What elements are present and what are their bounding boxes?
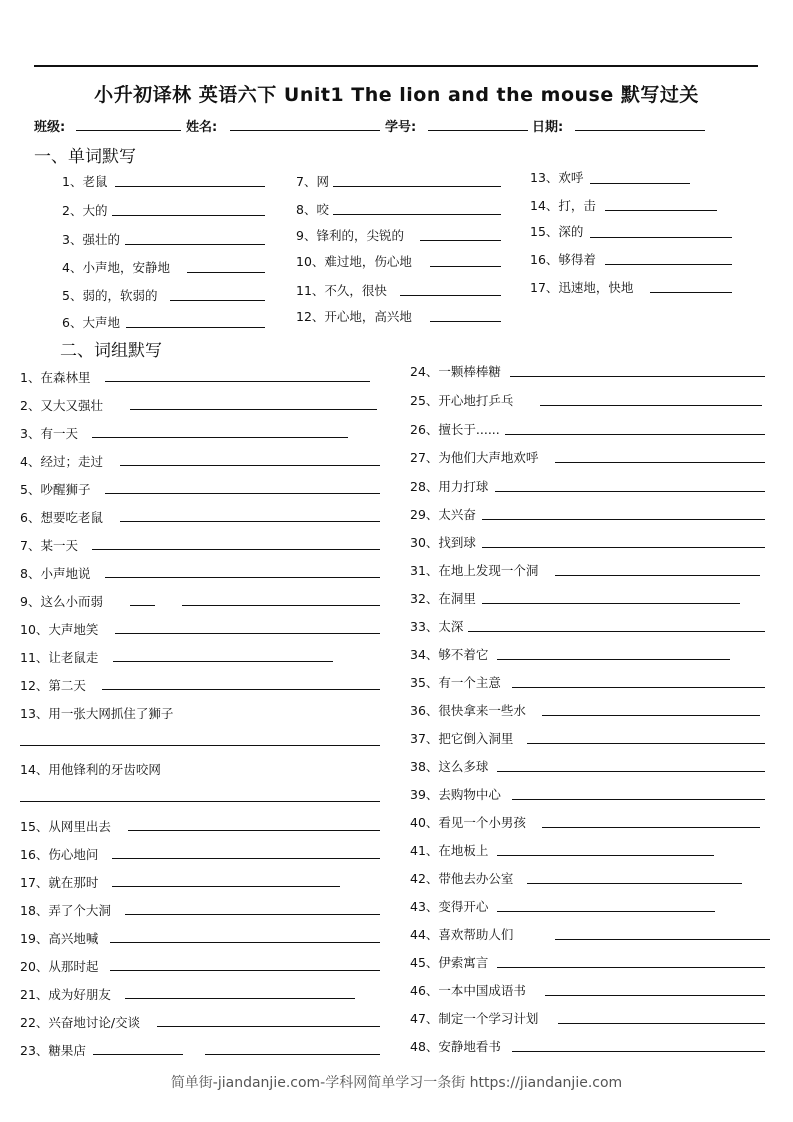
- phrase-blank[interactable]: [512, 799, 765, 800]
- phrase-item: 46、一本中国成语书: [410, 983, 526, 998]
- phrase-item: 47、制定一个学习计划: [410, 1011, 539, 1026]
- phrase-item: 8、小声地说: [20, 566, 91, 581]
- phrase-blank[interactable]: [527, 743, 765, 744]
- phrase-item: 15、从网里出去: [20, 819, 111, 834]
- word-item: 16、够得着: [530, 252, 596, 267]
- phrase-blank[interactable]: [112, 886, 340, 887]
- phrase-item: 27、为他们大声地欢呼: [410, 450, 539, 465]
- phrase-item: 37、把它倒入洞里: [410, 731, 514, 746]
- date-label: 日期:: [532, 120, 564, 135]
- footer-watermark: 简单街-jiandanjie.com-学科网简单学习一条街 https://jiandanjie.com: [170, 1075, 623, 1091]
- top-rule: [34, 65, 758, 67]
- phrase-item: 14、用他锋利的牙齿咬网: [20, 762, 161, 777]
- phrase-blank[interactable]: [110, 942, 380, 943]
- phrase-item: 35、有一个主意: [410, 675, 501, 690]
- date-blank[interactable]: [575, 130, 705, 131]
- phrase-item: 21、成为好朋友: [20, 987, 111, 1002]
- phrase-blank[interactable]: [157, 1026, 380, 1027]
- number-blank[interactable]: [428, 130, 528, 131]
- phrase-item: 13、用一张大网抓住了狮子: [20, 706, 174, 721]
- phrase-item: 41、在地板上: [410, 843, 489, 858]
- phrase-item: 45、伊索寓言: [410, 955, 489, 970]
- phrase-item: 33、太深: [410, 619, 464, 634]
- phrase-item: 17、就在那时: [20, 875, 99, 890]
- phrase-item: 32、在洞里: [410, 591, 476, 606]
- phrase-blank[interactable]: [482, 519, 765, 520]
- phrase-item: 29、太兴奋: [410, 507, 476, 522]
- phrase-item: 44、喜欢帮助人们: [410, 927, 514, 942]
- phrase-blank[interactable]: [482, 547, 765, 548]
- phrase-blank[interactable]: [542, 827, 760, 828]
- word-blank[interactable]: [420, 240, 501, 241]
- phrase-item: 23、糖果店: [20, 1043, 86, 1058]
- phrase-blank[interactable]: [512, 1051, 765, 1052]
- phrase-blank[interactable]: [20, 801, 380, 802]
- word-item: 11、不久，很快: [296, 283, 387, 298]
- phrase-blank[interactable]: [125, 914, 380, 915]
- word-blank[interactable]: [125, 244, 265, 245]
- page-title: 小升初译林 英语六下 Unit1 The lion and the mouse 默写过关: [94, 84, 699, 106]
- word-item: 6、大声地: [62, 315, 120, 330]
- phrase-item: 28、用力打球: [410, 479, 489, 494]
- word-item: 15、深的: [530, 224, 584, 239]
- number-label: 学号:: [385, 120, 417, 135]
- phrase-item: 4、经过；走过: [20, 454, 103, 469]
- phrase-item: 36、很快拿来一些水: [410, 703, 526, 718]
- word-blank[interactable]: [170, 300, 265, 301]
- word-blank[interactable]: [333, 214, 501, 215]
- phrase-item: 38、这么多球: [410, 759, 489, 774]
- phrase-blank[interactable]: [130, 409, 377, 410]
- phrase-blank[interactable]: [527, 883, 742, 884]
- phrase-item: 18、弄了个大洞: [20, 903, 111, 918]
- phrase-blank[interactable]: [120, 465, 380, 466]
- phrase-blank[interactable]: [545, 995, 765, 996]
- name-blank[interactable]: [230, 130, 380, 131]
- phrase-blank[interactable]: [497, 771, 765, 772]
- word-item: 3、强壮的: [62, 232, 120, 247]
- class-blank[interactable]: [76, 130, 181, 131]
- phrase-blank[interactable]: [105, 381, 370, 382]
- phrase-blank[interactable]: [128, 830, 380, 831]
- word-item: 14、打，击: [530, 198, 596, 213]
- phrase-blank[interactable]: [130, 605, 155, 606]
- phrase-blank[interactable]: [105, 577, 380, 578]
- phrase-blank[interactable]: [93, 1054, 183, 1055]
- phrase-blank[interactable]: [113, 661, 333, 662]
- word-blank[interactable]: [126, 327, 265, 328]
- phrase-item: 1、在森林里: [20, 370, 91, 385]
- word-blank[interactable]: [430, 321, 501, 322]
- phrase-blank[interactable]: [497, 855, 714, 856]
- phrase-item: 24、一颗棒棒糖: [410, 364, 501, 379]
- word-item: 17、迅速地，快地: [530, 280, 634, 295]
- phrase-item: 42、带他去办公室: [410, 871, 514, 886]
- phrase-item: 30、找到球: [410, 535, 476, 550]
- word-item: 8、咬: [296, 202, 329, 217]
- phrase-item: 26、擅长于......: [410, 422, 500, 437]
- phrase-item: 11、让老鼠走: [20, 650, 99, 665]
- word-item: 10、难过地，伤心地: [296, 254, 412, 269]
- phrase-item: 20、从那时起: [20, 959, 99, 974]
- phrase-item: 43、变得开心: [410, 899, 489, 914]
- word-item: 2、大的: [62, 203, 108, 218]
- phrase-item: 40、看见一个小男孩: [410, 815, 526, 830]
- phrase-item: 19、高兴地喊: [20, 931, 99, 946]
- name-label: 姓名:: [186, 120, 218, 135]
- phrase-blank[interactable]: [555, 575, 760, 576]
- phrase-blank[interactable]: [105, 493, 380, 494]
- phrase-blank[interactable]: [558, 1023, 765, 1024]
- phrase-blank[interactable]: [125, 998, 355, 999]
- phrase-blank[interactable]: [92, 549, 380, 550]
- phrase-item: 9、这么小而弱: [20, 594, 103, 609]
- word-blank[interactable]: [112, 215, 265, 216]
- phrase-item: 10、大声地笑: [20, 622, 99, 637]
- word-item: 7、网: [296, 174, 329, 189]
- section-heading-phrases: 二、词组默写: [60, 341, 162, 361]
- word-item: 9、锋利的，尖锐的: [296, 228, 404, 243]
- word-item: 4、小声地，安静地: [62, 260, 170, 275]
- phrase-item: 5、吵醒狮子: [20, 482, 91, 497]
- phrase-item: 16、伤心地问: [20, 847, 99, 862]
- phrase-blank[interactable]: [510, 376, 765, 377]
- phrase-item: 7、某一天: [20, 538, 78, 553]
- word-item: 13、欢呼: [530, 170, 584, 185]
- phrase-blank[interactable]: [20, 745, 380, 746]
- phrase-blank[interactable]: [497, 659, 730, 660]
- phrase-blank[interactable]: [540, 405, 762, 406]
- word-item: 12、开心地，高兴地: [296, 309, 412, 324]
- word-blank[interactable]: [590, 237, 732, 238]
- phrase-item: 25、开心地打乒乓: [410, 393, 514, 408]
- phrase-blank[interactable]: [182, 605, 380, 606]
- word-blank[interactable]: [400, 295, 501, 296]
- phrase-item: 31、在地上发现一个洞: [410, 563, 539, 578]
- word-blank[interactable]: [590, 183, 690, 184]
- phrase-item: 22、兴奋地讨论/交谈: [20, 1015, 141, 1030]
- phrase-blank[interactable]: [102, 689, 380, 690]
- phrase-blank[interactable]: [555, 939, 770, 940]
- phrase-blank[interactable]: [542, 715, 760, 716]
- phrase-item: 39、去购物中心: [410, 787, 501, 802]
- phrase-blank[interactable]: [512, 687, 765, 688]
- word-blank[interactable]: [430, 266, 501, 267]
- word-item: 5、弱的，软弱的: [62, 288, 158, 303]
- section-heading-words: 一、单词默写: [34, 147, 136, 167]
- phrase-blank[interactable]: [112, 858, 380, 859]
- phrase-item: 12、第二天: [20, 678, 86, 693]
- phrase-blank[interactable]: [120, 521, 380, 522]
- phrase-blank[interactable]: [505, 434, 765, 435]
- phrase-item: 2、又大又强壮: [20, 398, 103, 413]
- phrase-blank[interactable]: [92, 437, 348, 438]
- phrase-item: 6、想要吃老鼠: [20, 510, 103, 525]
- word-blank[interactable]: [333, 186, 501, 187]
- word-blank[interactable]: [115, 186, 265, 187]
- phrase-blank[interactable]: [497, 911, 715, 912]
- phrase-item: 34、够不着它: [410, 647, 489, 662]
- phrase-item: 3、有一天: [20, 426, 78, 441]
- class-label: 班级:: [34, 120, 66, 135]
- word-blank[interactable]: [650, 292, 732, 293]
- phrase-blank[interactable]: [495, 491, 765, 492]
- word-blank[interactable]: [605, 264, 732, 265]
- word-blank[interactable]: [605, 210, 717, 211]
- phrase-blank[interactable]: [555, 462, 765, 463]
- phrase-blank[interactable]: [497, 967, 765, 968]
- phrase-item: 48、安静地看书: [410, 1039, 501, 1054]
- phrase-blank[interactable]: [482, 603, 740, 604]
- phrase-blank[interactable]: [468, 631, 765, 632]
- word-item: 1、老鼠: [62, 174, 108, 189]
- phrase-blank[interactable]: [110, 970, 380, 971]
- phrase-blank[interactable]: [115, 633, 380, 634]
- word-blank[interactable]: [187, 272, 265, 273]
- phrase-blank[interactable]: [205, 1054, 380, 1055]
